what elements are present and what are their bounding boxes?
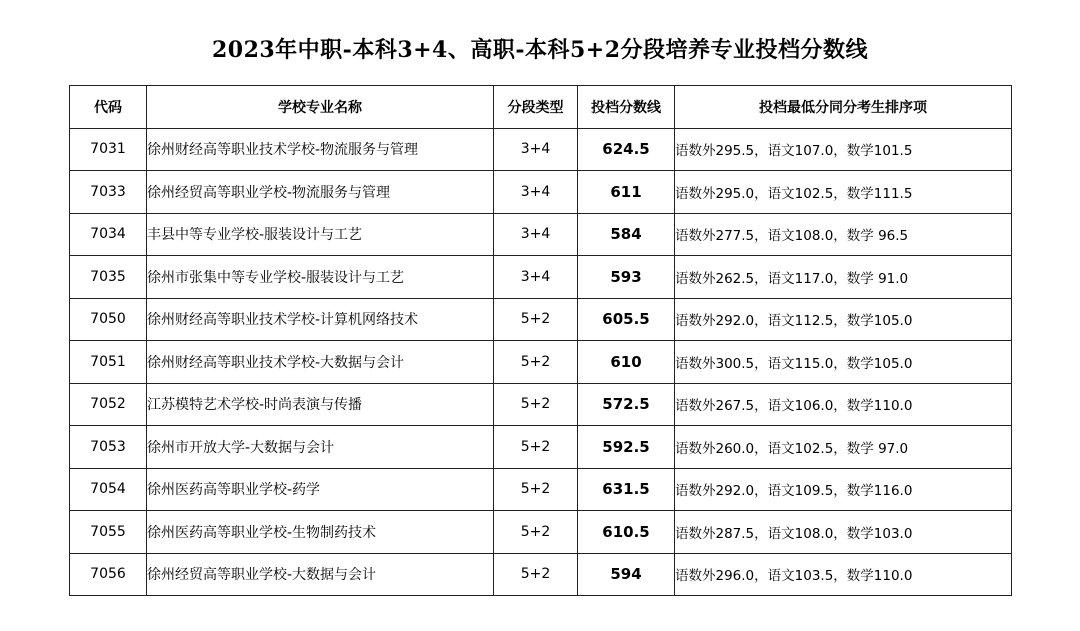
header-type: 分段类型 <box>494 86 578 129</box>
cell-code: 7051 <box>70 341 147 384</box>
cell-code: 7053 <box>70 426 147 469</box>
cell-score: 631.5 <box>578 468 675 511</box>
cell-type: 5+2 <box>494 298 578 341</box>
cell-type: 3+4 <box>494 171 578 214</box>
cell-name: 江苏模特艺术学校-时尚表演与传播 <box>147 383 494 426</box>
cell-rank: 语数外295.0，语文102.5，数学111.5 <box>675 171 1012 214</box>
cell-code: 7050 <box>70 298 147 341</box>
cell-name: 徐州经贸高等职业学校-物流服务与管理 <box>147 171 494 214</box>
header-score: 投档分数线 <box>578 86 675 129</box>
cell-type: 5+2 <box>494 511 578 554</box>
cell-type: 5+2 <box>494 426 578 469</box>
table-row <box>70 128 1012 171</box>
cell-name: 徐州医药高等职业学校-药学 <box>147 468 494 511</box>
cell-rank: 语数外300.5，语文115.0，数学105.0 <box>675 341 1012 384</box>
cell-rank: 语数外260.0，语文102.5，数学 97.0 <box>675 426 1012 469</box>
cell-code: 7052 <box>70 383 147 426</box>
table-row <box>70 171 1012 214</box>
table-row <box>70 256 1012 299</box>
table-row <box>70 213 1012 256</box>
cell-score: 572.5 <box>578 383 675 426</box>
cell-code: 7033 <box>70 171 147 214</box>
cell-name: 徐州财经高等职业技术学校-计算机网络技术 <box>147 298 494 341</box>
cell-rank: 语数外292.0，语文109.5，数学116.0 <box>675 468 1012 511</box>
cell-score: 594 <box>578 553 675 596</box>
cell-rank: 语数外267.5，语文106.0，数学110.0 <box>675 383 1012 426</box>
table-header-row <box>70 86 1012 129</box>
table-row <box>70 383 1012 426</box>
cell-rank: 语数外262.5，语文117.0，数学 91.0 <box>675 256 1012 299</box>
cell-code: 7035 <box>70 256 147 299</box>
table-row <box>70 426 1012 469</box>
cell-score: 593 <box>578 256 675 299</box>
cell-code: 7054 <box>70 468 147 511</box>
document-title: 2023年中职-本科3+4、高职-本科5+2分段培养专业投档分数线 <box>211 37 869 63</box>
cell-name: 徐州市开放大学-大数据与会计 <box>147 426 494 469</box>
header-code: 代码 <box>70 86 147 129</box>
table-row <box>70 553 1012 596</box>
cell-name: 徐州市张集中等专业学校-服装设计与工艺 <box>147 256 494 299</box>
cell-score: 584 <box>578 213 675 256</box>
cell-type: 5+2 <box>494 468 578 511</box>
score-table <box>69 85 1012 596</box>
cell-score: 610 <box>578 341 675 384</box>
header-rank: 投档最低分同分考生排序项 <box>675 86 1012 129</box>
cell-type: 5+2 <box>494 341 578 384</box>
table-row <box>70 468 1012 511</box>
cell-score: 610.5 <box>578 511 675 554</box>
cell-type: 5+2 <box>494 383 578 426</box>
table-row <box>70 511 1012 554</box>
cell-type: 3+4 <box>494 213 578 256</box>
cell-type: 5+2 <box>494 553 578 596</box>
cell-code: 7031 <box>70 128 147 171</box>
cell-name: 徐州医药高等职业学校-生物制药技术 <box>147 511 494 554</box>
cell-rank: 语数外296.0，语文103.5，数学110.0 <box>675 553 1012 596</box>
cell-name: 徐州财经高等职业技术学校-物流服务与管理 <box>147 128 494 171</box>
cell-name: 丰县中等专业学校-服装设计与工艺 <box>147 213 494 256</box>
cell-code: 7034 <box>70 213 147 256</box>
cell-code: 7056 <box>70 553 147 596</box>
cell-rank: 语数外292.0，语文112.5，数学105.0 <box>675 298 1012 341</box>
cell-code: 7055 <box>70 511 147 554</box>
cell-rank: 语数外277.5，语文108.0，数学 96.5 <box>675 213 1012 256</box>
cell-name: 徐州经贸高等职业学校-大数据与会计 <box>147 553 494 596</box>
header-name: 学校专业名称 <box>147 86 494 129</box>
cell-score: 605.5 <box>578 298 675 341</box>
table-row <box>70 298 1012 341</box>
cell-score: 611 <box>578 171 675 214</box>
cell-rank: 语数外287.5，语文108.0，数学103.0 <box>675 511 1012 554</box>
cell-score: 592.5 <box>578 426 675 469</box>
cell-name: 徐州财经高等职业技术学校-大数据与会计 <box>147 341 494 384</box>
cell-rank: 语数外295.5，语文107.0，数学101.5 <box>675 128 1012 171</box>
cell-type: 3+4 <box>494 128 578 171</box>
table-row <box>70 341 1012 384</box>
cell-score: 624.5 <box>578 128 675 171</box>
cell-type: 3+4 <box>494 256 578 299</box>
